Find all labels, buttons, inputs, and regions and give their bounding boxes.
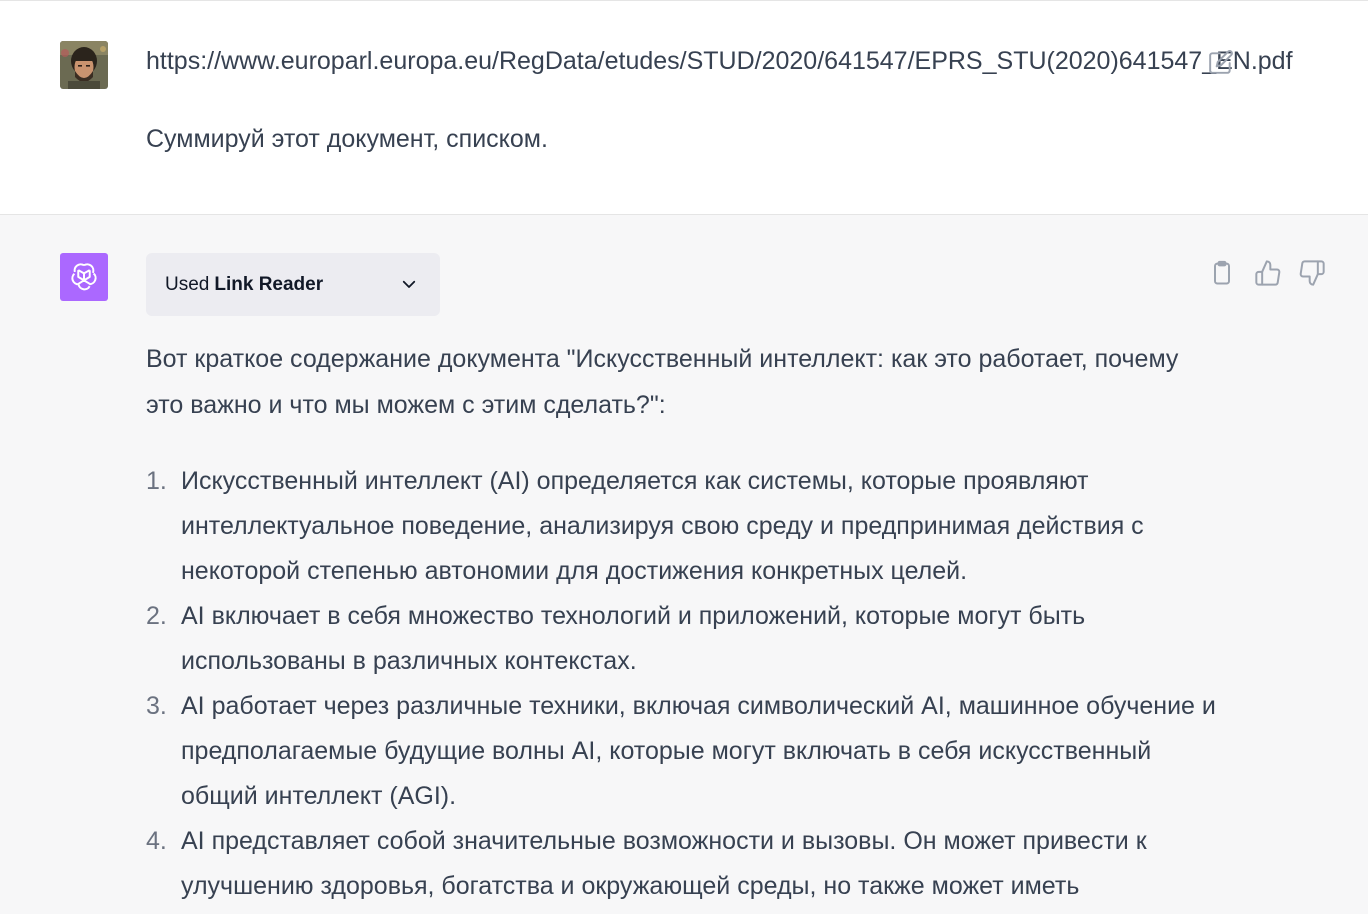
plugin-name: Link Reader (214, 273, 324, 295)
list-item (146, 819, 1226, 909)
edit-icon[interactable] (1208, 49, 1234, 75)
thumbs-down-icon[interactable] (1298, 259, 1326, 287)
user-message-url: https://www.europarl.europa.eu/RegData/etudes/STUD/2020/641547/EPRS_STU(2020)641547_EN.pdf (146, 47, 1293, 75)
list-item-number: 1. (146, 467, 167, 495)
assistant-message (0, 215, 1368, 914)
clipboard-icon[interactable] (1208, 259, 1236, 287)
list-item-text: AI представляет собой значительные возможности и вызовы. Он может привести к улучшению здоровья, богатства и окружающей среды, но также может иметь (181, 827, 1147, 900)
summary-list (146, 459, 1226, 909)
list-item (146, 594, 1226, 684)
list-item-text: AI включает в себя множество технологий и приложений, которые могут быть использованы в различных контекстах. (181, 602, 1086, 675)
list-item (146, 684, 1226, 819)
thumbs-up-icon[interactable] (1254, 259, 1282, 287)
list-item (146, 459, 1226, 594)
user-avatar (60, 41, 108, 89)
list-item-number: 4. (146, 827, 167, 855)
list-item-text: Искусственный интеллект (AI) определяется как системы, которые проявляют интеллектуальное поведение, анализируя свою среду и предпринимая действия с некоторой степенью автономии для достижения конкретных целей. (181, 467, 1144, 585)
user-message (0, 1, 1368, 215)
user-message-text: Суммируй этот документ, списком. (146, 125, 548, 153)
message-actions (1208, 259, 1328, 289)
list-item-text: AI работает через различные техники, включая символический AI, машинное обучение и предполагаемые будущие волны AI, которые могут включать в себя искусственный общий интеллект (AGI). (181, 692, 1216, 810)
plugin-used-label: Used (165, 273, 210, 295)
plugin-used-dropdown[interactable] (146, 253, 440, 316)
assistant-intro-text: Вот краткое содержание документа "Искусственный интеллект: как это работает, почему это важно и что мы можем с этим сделать?": (146, 345, 1179, 419)
list-item-number: 3. (146, 692, 167, 720)
openai-logo-icon (60, 253, 108, 301)
chevron-down-icon (400, 275, 418, 293)
list-item-number: 2. (146, 602, 167, 630)
